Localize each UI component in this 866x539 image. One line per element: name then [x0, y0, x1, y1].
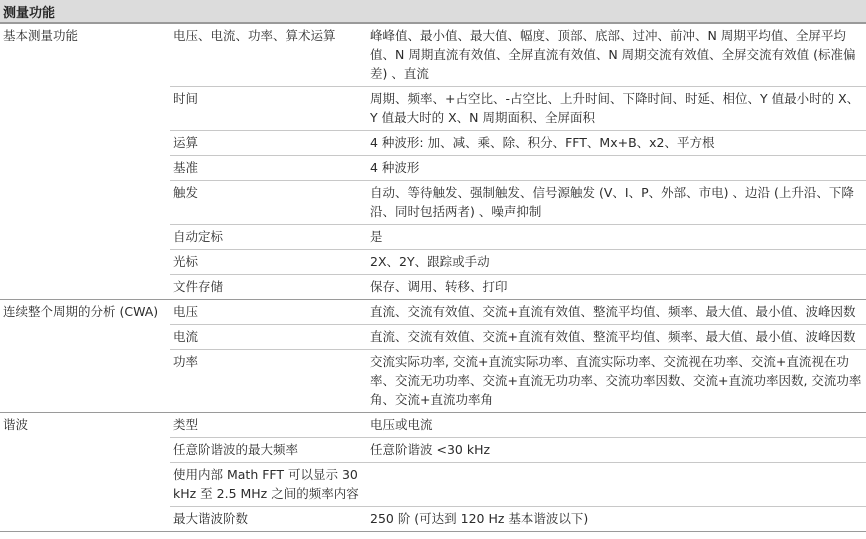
group-name-cell — [0, 250, 170, 275]
group-name-cell — [0, 181, 170, 225]
item-cell: 触发 — [170, 181, 366, 225]
table-row — [0, 413, 866, 438]
item-cell: 自动定标 — [170, 225, 366, 250]
table-row — [0, 87, 866, 131]
value-cell: 是 — [366, 225, 866, 250]
value-cell: 周期、频率、+占空比、-占空比、上升时间、下降时间、时延、相位、Y 值最小时的 X、Y 值最大时的 X、N 周期面积、全屏面积 — [366, 87, 866, 131]
item-cell: 光标 — [170, 250, 366, 275]
spec-table-body — [0, 24, 866, 532]
table-row — [0, 325, 866, 350]
value-cell: 交流实际功率, 交流+直流实际功率、直流实际功率、交流视在功率、交流+直流视在功率、交流无功功率、交流+直流无功功率、交流功率因数、交流+直流功率因数, 交流功率角、交流+直流功率角 — [366, 350, 866, 413]
table-row — [0, 250, 866, 275]
item-cell: 电压、电流、功率、算术运算 — [170, 24, 366, 87]
table-row — [0, 181, 866, 225]
item-cell: 类型 — [170, 413, 366, 438]
group-name-cell — [0, 507, 170, 532]
group-name-cell — [0, 438, 170, 463]
table-row — [0, 131, 866, 156]
table-row — [0, 156, 866, 181]
value-cell: 4 种波形 — [366, 156, 866, 181]
group-name-cell — [0, 325, 170, 350]
value-cell: 自动、等待触发、强制触发、信号源触发 (V、I、P、外部、市电) 、边沿 (上升沿、下降沿、同时包括两者) 、噪声抑制 — [366, 181, 866, 225]
table-row — [0, 300, 866, 325]
item-cell: 功率 — [170, 350, 366, 413]
group-name-cell: 连续整个周期的分析 (CWA) — [0, 300, 170, 325]
table-row — [0, 463, 866, 507]
group-name-cell: 基本测量功能 — [0, 24, 170, 87]
table-row — [0, 225, 866, 250]
value-cell: 任意阶谐波 <30 kHz — [366, 438, 866, 463]
item-cell: 电流 — [170, 325, 366, 350]
item-cell: 文件存储 — [170, 275, 366, 300]
value-cell: 2X、2Y、跟踪或手动 — [366, 250, 866, 275]
table-row — [0, 507, 866, 532]
group-name-cell — [0, 275, 170, 300]
group-name-cell — [0, 131, 170, 156]
value-cell: 250 阶 (可达到 120 Hz 基本谐波以下) — [366, 507, 866, 532]
table-row — [0, 438, 866, 463]
item-cell: 使用内部 Math FFT 可以显示 30 kHz 至 2.5 MHz 之间的频率内容 — [170, 463, 366, 507]
group-name-cell — [0, 156, 170, 181]
table-row — [0, 24, 866, 87]
value-cell: 4 种波形: 加、减、乘、除、积分、FFT、Mx+B、x2、平方根 — [366, 131, 866, 156]
group-name-cell — [0, 87, 170, 131]
group-name-cell — [0, 350, 170, 413]
group-name-cell — [0, 463, 170, 507]
value-cell: 峰峰值、最小值、最大值、幅度、顶部、底部、过冲、前冲、N 周期平均值、全屏平均值、N 周期直流有效值、全屏直流有效值、N 周期交流有效值、全屏交流有效值 (标准偏差) 、直流 — [366, 24, 866, 87]
item-cell: 任意阶谐波的最大频率 — [170, 438, 366, 463]
table-row — [0, 275, 866, 300]
value-cell: 电压或电流 — [366, 413, 866, 438]
group-name-cell: 谐波 — [0, 413, 170, 438]
value-cell: 直流、交流有效值、交流+直流有效值、整流平均值、频率、最大值、最小值、波峰因数 — [366, 325, 866, 350]
value-cell: 直流、交流有效值、交流+直流有效值、整流平均值、频率、最大值、最小值、波峰因数 — [366, 300, 866, 325]
spec-table — [0, 23, 866, 532]
item-cell: 电压 — [170, 300, 366, 325]
item-cell: 时间 — [170, 87, 366, 131]
section-title: 测量功能 — [0, 0, 866, 23]
value-cell — [366, 463, 866, 507]
group-name-cell — [0, 225, 170, 250]
table-row — [0, 350, 866, 413]
item-cell: 最大谐波阶数 — [170, 507, 366, 532]
value-cell: 保存、调用、转移、打印 — [366, 275, 866, 300]
item-cell: 基准 — [170, 156, 366, 181]
item-cell: 运算 — [170, 131, 366, 156]
